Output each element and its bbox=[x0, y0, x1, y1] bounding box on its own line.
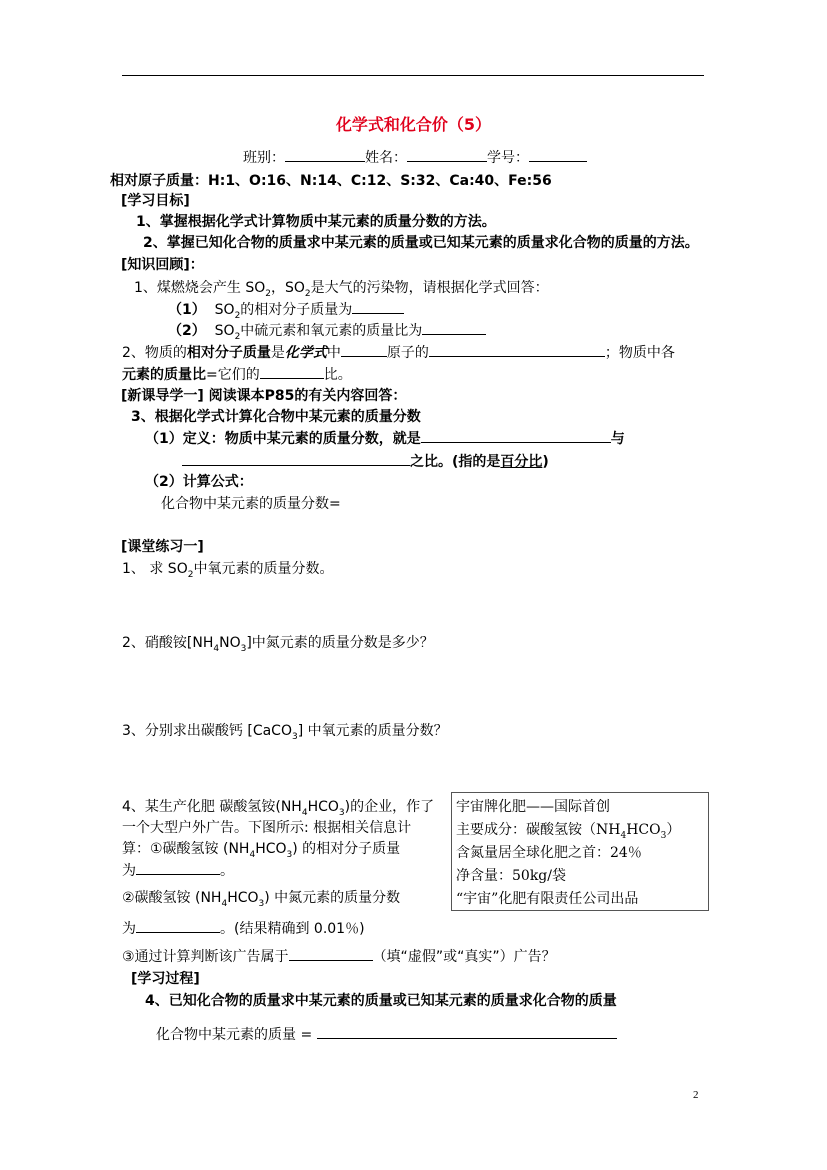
p4-l4-text-a: 为 bbox=[122, 863, 136, 879]
p4-l5-text-a: ②碳酸氢铵 (NH bbox=[122, 890, 222, 906]
practice-question-4-line-6 bbox=[122, 918, 365, 938]
q1-text-a: 1、煤燃烧会产生 SO bbox=[134, 280, 266, 296]
practice-question-4-line-7 bbox=[122, 946, 556, 966]
process-formula-line bbox=[156, 1024, 617, 1044]
process-formula-blank[interactable] bbox=[317, 1024, 617, 1039]
p4-l5-text-c: ) 中氮元素的质量分数 bbox=[264, 890, 401, 906]
q2-text-g: ；物质中各 bbox=[604, 345, 675, 361]
review-question-1-2 bbox=[168, 320, 486, 342]
p4-l4-text-b: 。 bbox=[220, 863, 234, 879]
practice-question-4-line-2: 一个大型户外广告。下图所示: 根据相关信息计 bbox=[122, 820, 412, 836]
q2-blank-1[interactable] bbox=[341, 342, 387, 357]
q1-1-text-a: SO bbox=[214, 302, 235, 318]
p3-text-b: ] 中氧元素的质量分数？ bbox=[297, 723, 448, 739]
p4-blank-1[interactable] bbox=[136, 860, 220, 875]
def-text-e: ) bbox=[542, 454, 549, 470]
subscript: 3 bbox=[240, 643, 247, 654]
q1-1-text-b: 的相对分子质量为 bbox=[240, 302, 353, 318]
formula-heading: （2）计算公式： bbox=[145, 474, 253, 490]
formula-line bbox=[161, 493, 341, 513]
p2-text-b: NO bbox=[219, 635, 241, 651]
p4-l6-text-a: 为 bbox=[122, 921, 136, 937]
q1-text-b: ，SO bbox=[271, 280, 305, 296]
practice-question-4-line-3 bbox=[122, 838, 400, 860]
practice-question-2 bbox=[122, 632, 434, 654]
q2-text-i: =它们的 bbox=[206, 367, 260, 383]
practice-question-3 bbox=[122, 720, 448, 742]
new-lesson-heading: [新课导学一] 阅读课本P85的有关内容回答： bbox=[121, 388, 407, 404]
ad-line-2-a: 主要成分：碳酸氢铵（NH bbox=[456, 822, 621, 838]
ad-line-2 bbox=[456, 819, 680, 841]
p4-l1-text-a: 4、某生产化肥 碳酸氢铵(NH bbox=[122, 799, 302, 815]
p4-l6-text-b: 。(结果精确到 0.01％) bbox=[220, 921, 365, 937]
q2-text-d: 化学式 bbox=[284, 345, 327, 361]
review-question-2-cont bbox=[122, 364, 352, 384]
q1-2-text-a: SO bbox=[214, 323, 235, 339]
subscript: 3 bbox=[258, 898, 265, 909]
review-question-2 bbox=[122, 342, 675, 362]
atomic-masses: 相对原子质量：H:1、O:16、N:14、C:12、S:32、Ca:40、Fe:56 bbox=[110, 173, 552, 189]
class-blank[interactable] bbox=[285, 147, 365, 162]
p4-l7-text-a: ③通过计算判断该广告属于 bbox=[122, 949, 289, 965]
header-rule bbox=[122, 75, 704, 76]
subscript: 2 bbox=[234, 310, 241, 321]
ad-line-2-c: HCO bbox=[626, 822, 661, 838]
q1-2-number: （2） bbox=[168, 323, 206, 339]
p4-blank-3[interactable] bbox=[289, 946, 373, 961]
p4-l7-text-b: （填“虚假”或“真实”）广告？ bbox=[372, 949, 556, 965]
fertilizer-ad-image bbox=[451, 792, 709, 911]
subscript: 3 bbox=[286, 849, 293, 860]
ad-line-1: 宇宙牌化肥——国际首创 bbox=[456, 799, 610, 815]
q2-text-c: 是 bbox=[270, 345, 285, 361]
practice-heading: [课堂练习一] bbox=[121, 539, 204, 555]
page-title: 化学式和化合价（5） bbox=[335, 115, 492, 134]
process-formula-text: 化合物中某元素的质量 = bbox=[156, 1027, 313, 1043]
new-lesson-item-3: 3、根据化学式计算化合物中某元素的质量分数 bbox=[131, 409, 421, 425]
q1-1-number: （1） bbox=[168, 302, 206, 318]
p4-l1-text-c: )的企业，作了 bbox=[344, 799, 435, 815]
subscript: 4 bbox=[249, 849, 256, 860]
p4-l5-text-b: HCO bbox=[227, 890, 259, 906]
subscript: 2 bbox=[187, 569, 194, 580]
q2-text-b: 相对分子质量 bbox=[186, 345, 271, 361]
subscript: 2 bbox=[304, 288, 311, 299]
def-text-d: 百分比 bbox=[500, 454, 543, 470]
subscript: 3 bbox=[660, 830, 667, 841]
subscript: 3 bbox=[291, 731, 298, 742]
def-text-b: 与 bbox=[610, 431, 625, 447]
p4-blank-2[interactable] bbox=[136, 918, 220, 933]
def-blank-1[interactable] bbox=[421, 428, 611, 443]
p4-l3-text-b: HCO bbox=[255, 841, 287, 857]
goal-item-2: 2、掌握已知化合物的质量求中某元素的质量或已知某元素的质量求化合物的质量的方法。 bbox=[143, 235, 699, 251]
practice-question-4-line-1 bbox=[122, 796, 434, 818]
p2-text-c: ]中氮元素的质量分数是多少？ bbox=[246, 635, 434, 651]
q2-text-a: 2、物质的 bbox=[122, 345, 187, 361]
p2-text-a: 2、硝酸铵[NH bbox=[122, 635, 214, 651]
process-heading: [学习过程] bbox=[131, 971, 200, 987]
practice-question-4-line-5 bbox=[122, 887, 400, 909]
number-label: 学号： bbox=[487, 150, 529, 166]
p4-l3-text-a: 算：①碳酸氢铵 (NH bbox=[122, 841, 250, 857]
student-info-line bbox=[243, 147, 587, 167]
p4-l3-text-c: ) 的相对分子质量 bbox=[292, 841, 401, 857]
subscript: 4 bbox=[620, 830, 627, 841]
def-text-a: （1）定义：物质中某元素的质量分数，就是 bbox=[145, 431, 421, 447]
subscript: 4 bbox=[213, 643, 220, 654]
class-label: 班别： bbox=[243, 150, 285, 166]
p3-text-a: 3、分别求出碳酸钙 [CaCO bbox=[122, 723, 292, 739]
subscript: 3 bbox=[338, 807, 345, 818]
review-question-1-1 bbox=[168, 299, 404, 321]
def-blank-2[interactable] bbox=[182, 451, 410, 466]
p1-text-b: 中氧元素的质量分数。 bbox=[193, 561, 334, 577]
def-text-c: 之比。(指的是 bbox=[410, 454, 501, 470]
review-heading: [知识回顾]： bbox=[121, 257, 204, 273]
definition-line-2 bbox=[182, 451, 549, 471]
p4-l1-text-b: HCO bbox=[307, 799, 339, 815]
definition-line-1 bbox=[145, 428, 625, 448]
goals-heading: [学习目标] bbox=[121, 193, 190, 209]
q2-text-j: 比。 bbox=[323, 367, 352, 383]
q1-text-c: 是大气的污染物，请根据化学式回答： bbox=[310, 280, 549, 296]
subscript: 2 bbox=[265, 288, 271, 299]
practice-question-4-line-4 bbox=[122, 860, 234, 880]
q2-blank-3[interactable] bbox=[260, 364, 324, 379]
review-question-1 bbox=[134, 277, 549, 299]
ad-line-2-e: ） bbox=[666, 822, 681, 838]
q2-text-h: 元素的质量比 bbox=[122, 367, 206, 383]
ad-line-4: 净含量：50kg/袋 bbox=[456, 868, 566, 884]
goal-item-1: 1、掌握根据化学式计算物质中某元素的质量分数的方法。 bbox=[136, 214, 496, 230]
q2-text-f: 原子的 bbox=[386, 345, 429, 361]
subscript: 4 bbox=[221, 898, 228, 909]
process-item-4: 4、已知化合物的质量求中某元素的质量或已知某元素的质量求化合物的质量 bbox=[145, 993, 617, 1009]
subscript: 4 bbox=[301, 807, 308, 818]
page-number: 2 bbox=[693, 1089, 699, 1101]
ad-line-3: 含氮量居全球化肥之首：24％ bbox=[456, 845, 642, 861]
q2-blank-2[interactable] bbox=[429, 342, 605, 357]
q1-2-blank[interactable] bbox=[422, 320, 486, 335]
number-blank[interactable] bbox=[529, 147, 587, 162]
subscript: 2 bbox=[234, 331, 241, 342]
q1-1-blank[interactable] bbox=[352, 299, 404, 314]
ad-line-5: “宇宙”化肥有限责任公司出品 bbox=[456, 891, 639, 907]
name-label: 姓名： bbox=[365, 150, 407, 166]
q1-2-text-b: 中硫元素和氧元素的质量比为 bbox=[240, 323, 423, 339]
q2-text-e: 中 bbox=[326, 345, 341, 361]
p1-text-a: 1、 求 SO bbox=[122, 561, 188, 577]
name-blank[interactable] bbox=[407, 147, 487, 162]
formula-text: 化合物中某元素的质量分数= bbox=[161, 496, 341, 512]
practice-question-1 bbox=[122, 558, 333, 580]
